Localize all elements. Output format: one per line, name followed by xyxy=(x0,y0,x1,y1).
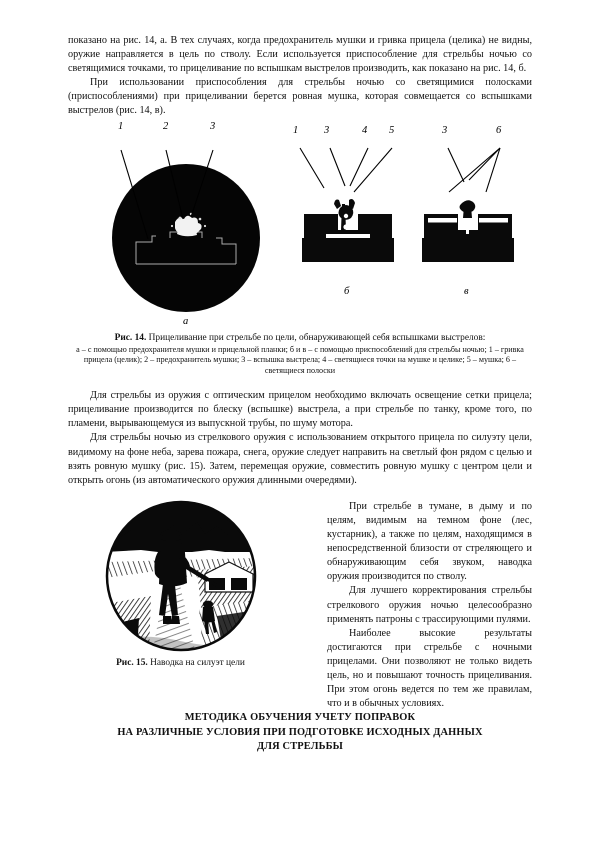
callout-1-b: 1 xyxy=(293,124,299,136)
figure-15-caption-prefix: Рис. 15. xyxy=(116,657,148,668)
figure-14-caption-main xyxy=(68,332,532,344)
paragraph-top-2: При использовании приспособления для стрельбы ночью со светящимися полосками (приспособлениями) при прицеливании берется ровная мушка, которая совмещается со вспышками выстрелов (рис. 14, в). xyxy=(68,77,532,117)
middle-paragraphs xyxy=(68,389,532,488)
figure-14-b-leaders xyxy=(296,136,400,196)
figure-14-sublabel-a: а xyxy=(183,315,189,327)
section-heading xyxy=(68,711,532,755)
figure-14-caption-title: Прицеливание при стрельбе по цели, обнаруживающей себя вспышками выстрелов: xyxy=(148,332,486,343)
paragraph-right-2: Для лучшего корректирования стрельбы стрелкового оружия ночью целесообразно применять патроны с трассирующими пулями. xyxy=(327,585,532,625)
figure-14-view-a xyxy=(112,120,260,327)
figure-14-a-leaders xyxy=(94,134,284,319)
figure-14-caption xyxy=(68,332,532,377)
callout-4-b: 4 xyxy=(362,124,368,136)
paragraph-middle-1: Для стрельбы из оружия с оптическим прицелом необходимо включать освещение сетки прицела; прицеливание производится по блеску (вспышке) выстрела, а при стрельбе по танку, кроме того, по пламени, вырывающемуся из выпускной трубы, по шуму мотора. xyxy=(68,390,532,430)
figure-14-view-v xyxy=(416,124,520,297)
page-content xyxy=(68,34,532,755)
section-heading-line-3: ДЛЯ СТРЕЛЬБЫ xyxy=(256,741,344,753)
callout-5-b: 5 xyxy=(389,124,395,136)
paragraph-top-1: показано на рис. 14, а. В тех случаях, когда предохранитель мушки и гривка прицела (целика) не видны, оружие направляется в цель по стволу. Если используется приспособление для стрельбы ночью со светящимися точками, то прицеливание по вспышкам выстрелов производить, как показано на рис. 14, б. xyxy=(68,35,532,75)
section-heading-line-1: МЕТОДИКА ОБУЧЕНИЯ УЧЕТУ ПОПРАВОК xyxy=(184,712,416,724)
figure-14-view-b xyxy=(293,124,400,297)
figure-14 xyxy=(68,120,532,327)
figure-14-v-leaders xyxy=(416,136,520,196)
figure-15 xyxy=(68,500,293,669)
figure-14-caption-legend: а – с помощью предохранителя мушки и прицельной планки; б и в – с помощью приспособлений для стрельбы ночью; 1 – гривка прицела (целик); 2 – предохранитель мушки; 3 – вспышка выстрела; 4 – светящиеся точки на мушке и целике; 5 – мушка; 6 – светящиеся полоски xyxy=(76,344,524,375)
figure-15-caption-text: Наводка на силуэт цели xyxy=(150,657,245,668)
figure-15-caption xyxy=(68,657,293,669)
callout-1-a: 1 xyxy=(118,120,124,132)
callout-3-b: 3 xyxy=(324,124,330,136)
callout-6-v: 6 xyxy=(496,124,502,136)
figure-15-illustration xyxy=(105,500,257,652)
section-heading-line-2: НА РАЗЛИЧНЫЕ УСЛОВИЯ ПРИ ПОДГОТОВКЕ ИСХОДНЫХ ДАННЫХ xyxy=(117,726,483,738)
lower-region xyxy=(68,500,532,710)
figure-14-sublabel-b: б xyxy=(344,285,350,297)
callout-3-v: 3 xyxy=(442,124,448,136)
paragraph-right-3: Наиболее высокие результаты достигаются при стрельбе с ночными прицелами. Они позволяют не только видеть цель, но и повышают точность прицеливания. При этом огонь ведется по тем же правилам, что и в обычных условиях. xyxy=(327,627,532,710)
figure-14-sublabel-v: в xyxy=(464,285,469,297)
paragraph-right-1: При стрельбе в тумане, в дыму и по целям, видимым на темном фоне (лес, кустарник), а также по целям, находящимся в непосредственной близости от стреляющего и обнаруживающим себя звуком, наводка оружия производится по стволу. xyxy=(327,500,532,583)
right-text-column xyxy=(327,500,532,711)
figure-14-caption-prefix: Рис. 14. xyxy=(114,332,147,343)
paragraph-middle-2: Для стрельбы ночью из стрелкового оружия с использованием открытого прицела по силуэту цели, видимому на фоне неба, зарева пожара, снега, оружие следует направить на светлый фон рядом с целью и взять ровную мушку (рис. 15). Затем, перемещая оружие, совместить ровную мушку с центром цели и открыть огонь (из автоматического оружия длинными очередями). xyxy=(68,432,532,486)
night-silhouette-scene xyxy=(105,500,257,652)
callout-3-a: 3 xyxy=(210,120,216,132)
callout-2-a: 2 xyxy=(163,120,169,132)
